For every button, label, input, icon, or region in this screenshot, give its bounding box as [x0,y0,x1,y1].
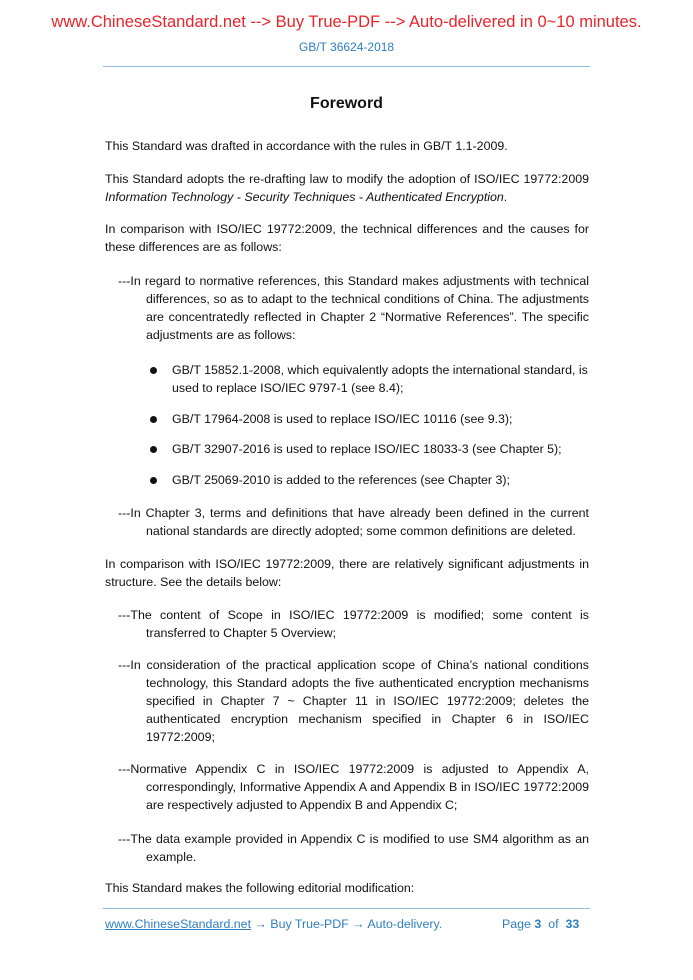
bullet-item [150,471,589,489]
bullet-icon [150,367,157,374]
bullet-icon [150,446,157,453]
dash-item: ---The data example provided in Appendix C is modified to use SM4 algorithm as an example. [118,832,589,864]
footer-divider [103,908,590,909]
page-indicator [502,917,579,931]
site-link[interactable]: www.ChineseStandard.net [105,917,252,931]
text: This Standard adopts the re-drafting law to modify the adoption of ISO/IEC 19772:2009 [105,172,589,186]
dash-item: ---In consideration of the practical application scope of China’s national conditions technology, this Standard adopts the five authenticated encryption mechanisms specified in Chapter 7 ~ Chapter 11 in ISO/IEC 19772:2009; deletes the authenticated encryption mechanism specified in Chapter 6 in ISO/IEC 19772:2009; [118,658,589,744]
paragraph: This Standard was drafted in accordance with the rules in GB/T 1.1-2009. [105,139,508,153]
bullet-item [150,440,589,458]
bullet-item [150,410,589,428]
bullet-text: GB/T 32907-2016 is used to replace ISO/IEC 18033-3 (see Chapter 5); [172,442,562,456]
bullet-text: GB/T 17964-2008 is used to replace ISO/IEC 10116 (see 9.3); [172,412,513,426]
document-code: GB/T 36624-2018 [298,40,395,54]
header-divider [103,66,590,67]
dash-item: ---Normative Appendix C in ISO/IEC 19772:2009 is adjusted to Appendix A, correspondingly, Informative Appendix A and Appendix B in ISO/IEC 19772:2009 are respectively adjusted to Appendix B and Appendix C; [118,762,589,812]
standard-title: Information Technology - Security Techniques - Authenticated Encryption [105,190,504,204]
text: . [503,190,508,204]
footer-text: → Buy True-PDF → Auto-delivery. [251,917,443,931]
bullet-icon [150,477,157,484]
footer-promo [105,917,442,931]
bullet-icon [150,416,157,423]
dash-item: ---In Chapter 3, terms and definitions that have already been defined in the current national standards are directly adopted; some common definitions are deleted. [118,506,589,538]
page-label: Page [502,917,531,931]
promo-banner: www.ChineseStandard.net --> Buy True-PDF --> Auto-delivered in 0~10 minutes. [51,13,642,31]
dash-item: ---In regard to normative references, this Standard makes adjustments with technical differences, so as to adapt to the technical conditions of China. The adjustments are concentratedly reflected in Chapter 2 “Normative References”. The specific adjustments are as follows: [118,274,589,342]
total-pages: 33 [565,917,580,931]
bullet-text: GB/T 15852.1-2008, which equivalently adopts the international standard, is used to replace ISO/IEC 9797-1 (see 8.4); [172,363,588,395]
page-title: Foreword [310,95,383,112]
dash-item: ---The content of Scope in ISO/IEC 19772:2009 is modified; some content is transferred to Chapter 5 Overview; [118,608,589,640]
of-label: of [548,917,559,931]
paragraph: This Standard makes the following editorial modification: [105,881,415,895]
paragraph: In comparison with ISO/IEC 19772:2009, there are relatively significant adjustments in structure. See the details below: [105,557,589,589]
paragraph: In comparison with ISO/IEC 19772:2009, the technical differences and the causes for these differences are as follows: [105,222,589,254]
paragraph [105,170,589,206]
current-page: 3 [534,917,542,931]
bullet-text: GB/T 25069-2010 is added to the references (see Chapter 3); [172,473,510,487]
bullet-item [150,361,589,397]
